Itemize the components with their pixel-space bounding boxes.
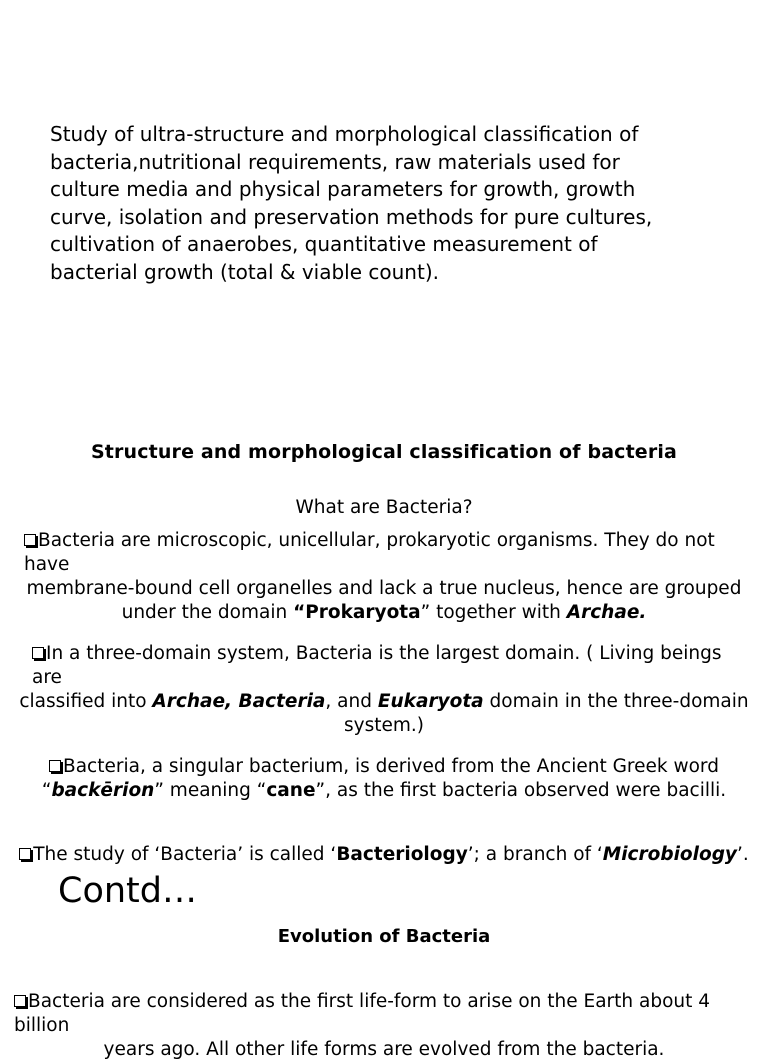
- bullet-line: Bacteria, a singular bacterium, is derived from the Ancient Greek word: [14, 755, 754, 779]
- bullet-bacteriology: [14, 843, 754, 867]
- bullet-line: under the domain “Prokaryota” together with Archae.: [121, 602, 647, 623]
- bullet-line: system.): [344, 715, 424, 736]
- syllabus-paragraph: [50, 121, 750, 286]
- bullet-line: membrane-bound cell organelles and lack a true nucleus, hence are grouped: [26, 578, 742, 599]
- syllabus-line: Study of ultra-structure and morphological classification of: [50, 122, 639, 146]
- bullet-line: “backērion” meaning “cane”, as the first bacteria observed were bacilli.: [41, 780, 727, 801]
- syllabus-line: culture media and physical parameters for growth, growth: [50, 177, 636, 201]
- syllabus-line: curve, isolation and preservation methods for pure cultures,: [50, 204, 653, 229]
- evolution-heading: Evolution of Bacteria: [277, 926, 491, 947]
- checkbox-bullet-icon: [19, 848, 31, 860]
- bullet-line: Bacteria are microscopic, unicellular, prokaryotic organisms. They do not have: [24, 530, 715, 575]
- contd-label: Contd…: [58, 871, 197, 911]
- bullet-three-domain: [14, 642, 754, 738]
- checkbox-bullet-icon: [14, 995, 26, 1007]
- syllabus-line: bacterial growth (total & viable count).: [50, 259, 439, 284]
- bullet-line: The study of ‘Bacteria’ is called ‘Bacteriology’; a branch of ‘Microbiology’.: [14, 843, 754, 867]
- checkbox-bullet-icon: [24, 534, 36, 546]
- bullet-line: classified into Archae, Bacteria, and Eukaryota domain in the three-domain: [19, 691, 749, 712]
- bullet-etymology: [14, 755, 754, 803]
- section-title: Structure and morphological classification of bacteria: [90, 441, 678, 463]
- checkbox-bullet-icon: [49, 760, 61, 772]
- bullet-line: years ago. All other life forms are evolved from the bacteria.: [103, 1039, 665, 1060]
- bullet-line: In a three-domain system, Bacteria is the largest domain. ( Living beings are: [32, 643, 722, 688]
- bullet-first-life: [14, 990, 754, 1062]
- syllabus-line: bacteria,nutritional requirements, raw materials used for: [50, 149, 620, 174]
- bullet-prokaryota: [14, 529, 754, 625]
- bullet-line: Bacteria are considered as the first life-form to arise on the Earth about 4 billion: [14, 991, 711, 1036]
- question-heading: What are Bacteria?: [295, 497, 473, 518]
- syllabus-line: cultivation of anaerobes, quantitative measurement of: [50, 232, 598, 256]
- checkbox-bullet-icon: [32, 647, 44, 659]
